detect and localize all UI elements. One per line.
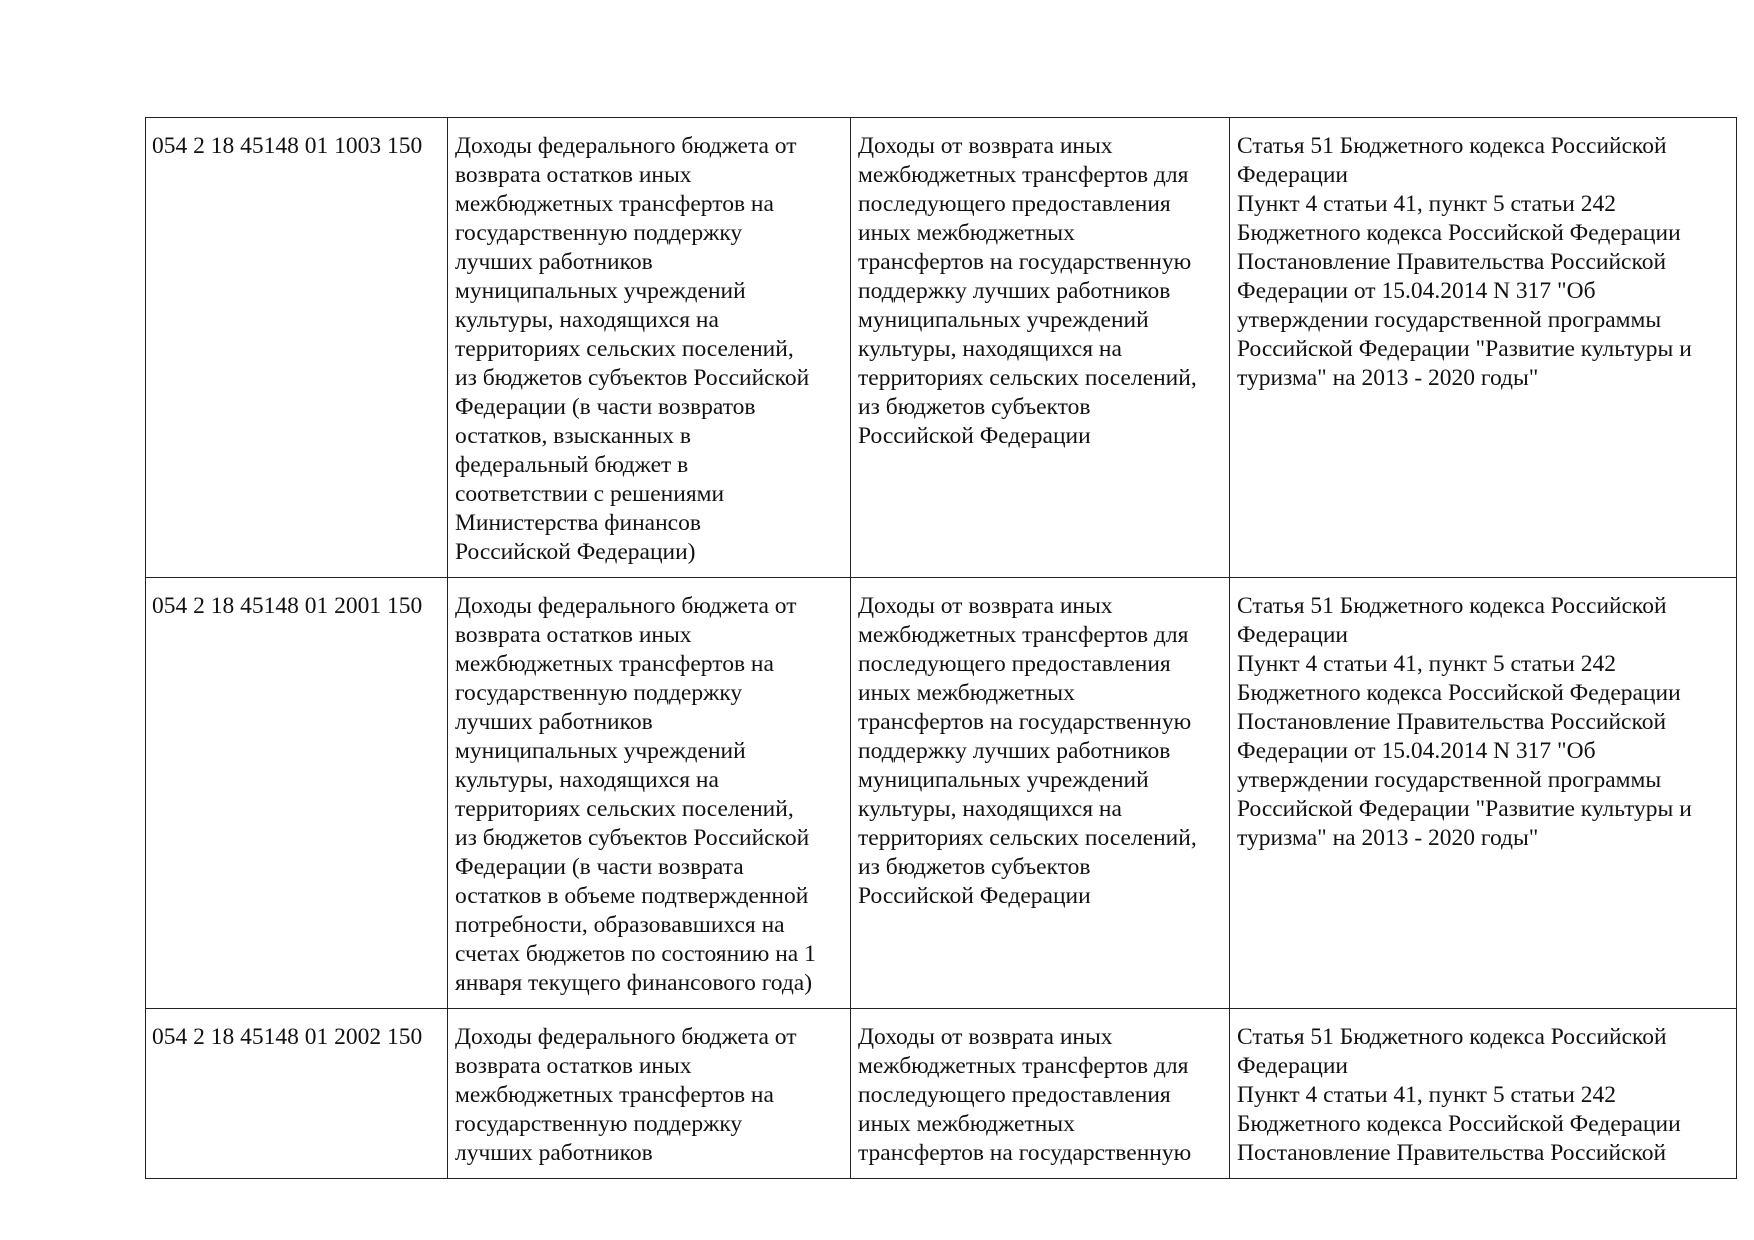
income-description-cell: Доходы от возврата иных межбюджетных трансфертов для последующего предоставления иных межбюджетных трансфертов на государственную [851, 1009, 1230, 1179]
legal-basis-cell: Статья 51 Бюджетного кодекса Российской Федерации Пункт 4 статьи 41, пункт 5 статьи 242 Бюджетного кодекса Российской Федерации Постановление Правительства Российской [1230, 1009, 1737, 1179]
budget-code-cell: 054 2 18 45148 01 2002 150 [146, 1009, 448, 1179]
income-name-cell: Доходы федерального бюджета от возврата остатков иных межбюджетных трансфертов на государственную поддержку лучших работников муниципальных учреждений культуры, находящихся на территориях сельских поселений, из бюджетов субъектов Российской Федерации (в части возвратов остатков, взысканных в федеральный бюджет в соответствии с решениями Министерства финансов Российской Федерации) [448, 118, 851, 578]
legal-basis-cell: Статья 51 Бюджетного кодекса Российской Федерации Пункт 4 статьи 41, пункт 5 статьи 242 Бюджетного кодекса Российской Федерации Постановление Правительства Российской Федерации от 15.04.2014 N 317 "Об утверждении государственной программы Российской Федерации "Развитие культуры и туризма" на 2013 - 2020 годы" [1230, 578, 1737, 1009]
legal-basis-cell: Статья 51 Бюджетного кодекса Российской Федерации Пункт 4 статьи 41, пункт 5 статьи 242 Бюджетного кодекса Российской Федерации Постановление Правительства Российской Федерации от 15.04.2014 N 317 "Об утверждении государственной программы Российской Федерации "Развитие культуры и туризма" на 2013 - 2020 годы" [1230, 118, 1737, 578]
budget-code-cell: 054 2 18 45148 01 2001 150 [146, 578, 448, 1009]
table-row [146, 118, 1737, 578]
table-row [146, 578, 1737, 1009]
budget-codes-table [145, 117, 1737, 1179]
income-name-cell: Доходы федерального бюджета от возврата остатков иных межбюджетных трансфертов на государственную поддержку лучших работников [448, 1009, 851, 1179]
table-row [146, 1009, 1737, 1179]
budget-code-cell: 054 2 18 45148 01 1003 150 [146, 118, 448, 578]
income-description-cell: Доходы от возврата иных межбюджетных трансфертов для последующего предоставления иных межбюджетных трансфертов на государственную поддержку лучших работников муниципальных учреждений культуры, находящихся на территориях сельских поселений, из бюджетов субъектов Российской Федерации [851, 578, 1230, 1009]
income-description-cell: Доходы от возврата иных межбюджетных трансфертов для последующего предоставления иных межбюджетных трансфертов на государственную поддержку лучших работников муниципальных учреждений культуры, находящихся на территориях сельских поселений, из бюджетов субъектов Российской Федерации [851, 118, 1230, 578]
income-name-cell: Доходы федерального бюджета от возврата остатков иных межбюджетных трансфертов на государственную поддержку лучших работников муниципальных учреждений культуры, находящихся на территориях сельских поселений, из бюджетов субъектов Российской Федерации (в части возврата остатков в объеме подтвержденной потребности, образовавшихся на счетах бюджетов по состоянию на 1 января текущего финансового года) [448, 578, 851, 1009]
